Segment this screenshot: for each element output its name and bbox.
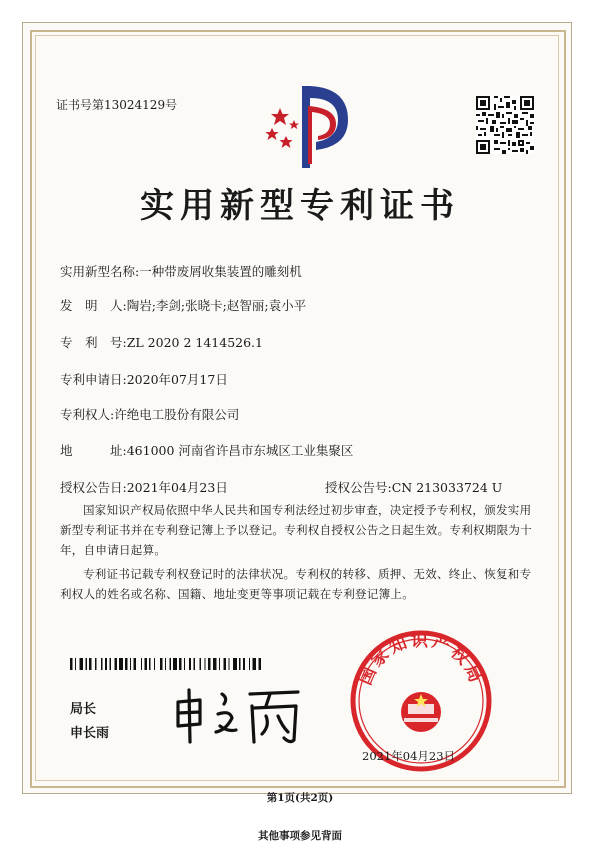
field-utility-model-name <box>60 262 302 280</box>
page-number: 第1页(共2页) <box>266 792 334 804</box>
field-address <box>60 441 353 459</box>
certificate-number: 证书号第13024129号 <box>56 98 178 112</box>
field-label: 专利权人: <box>60 407 115 422</box>
qr-code-icon <box>476 96 534 154</box>
field-patent-number <box>60 333 263 351</box>
body-paragraph-2: 专利证书记载专利权登记时的法律状况。专利权的转移、质押、无效、终止、恢复和专利权人的姓名或名称、国籍、地址变更等事项记载在专利登记簿上。 <box>60 567 532 601</box>
field-label: 地 址: <box>60 443 127 458</box>
field-value: CN 213033724 U <box>391 480 503 495</box>
field-value: 一种带废屑收集装置的雕刻机 <box>139 264 302 279</box>
signature-icon <box>170 680 310 750</box>
seal-text: 国家知识产权局 <box>355 630 487 689</box>
field-value: ZL 2020 2 1414526.1 <box>126 335 263 350</box>
field-value: 陶岩;李剑;张晓卡;赵智丽;袁小平 <box>126 298 307 313</box>
field-grant-number <box>325 478 502 496</box>
certificate-title: 实用新型专利证书 <box>140 186 460 226</box>
field-label: 发 明 人: <box>60 298 127 313</box>
field-value: 2020年07月17日 <box>126 372 228 387</box>
field-value: 2021年04月23日 <box>126 480 228 495</box>
field-grant-date <box>60 478 228 496</box>
field-label: 专利申请日: <box>60 372 127 387</box>
director-name: 申长雨 <box>70 726 110 741</box>
field-label: 授权公告号: <box>325 480 392 495</box>
footer-note: 其他事项参见背面 <box>258 830 342 842</box>
field-label: 授权公告日: <box>60 480 127 495</box>
field-value: 许绝电工股份有限公司 <box>114 407 240 422</box>
director-title: 局长 <box>70 702 97 717</box>
field-label: 实用新型名称: <box>60 264 140 279</box>
barcode-icon <box>70 658 302 670</box>
field-value: 461000 河南省许昌市东城区工业集聚区 <box>126 443 354 458</box>
seal-date: 2021年04月23日 <box>362 749 456 763</box>
cnipa-logo-icon <box>250 68 360 178</box>
field-patentee <box>60 405 239 423</box>
field-inventor <box>60 296 306 314</box>
svg-text:国家知识产权局 <box>356 631 487 688</box>
field-label: 专 利 号: <box>60 335 127 350</box>
field-filing-date <box>60 370 228 388</box>
body-paragraph-1: 国家知识产权局依照中华人民共和国专利法经过初步审查，决定授予专利权，颁发实用新型专利证书并在专利登记簿上予以登记。专利权自授权公告之日起生效。专利权期限为十年，自申请日起算。 <box>60 503 532 557</box>
